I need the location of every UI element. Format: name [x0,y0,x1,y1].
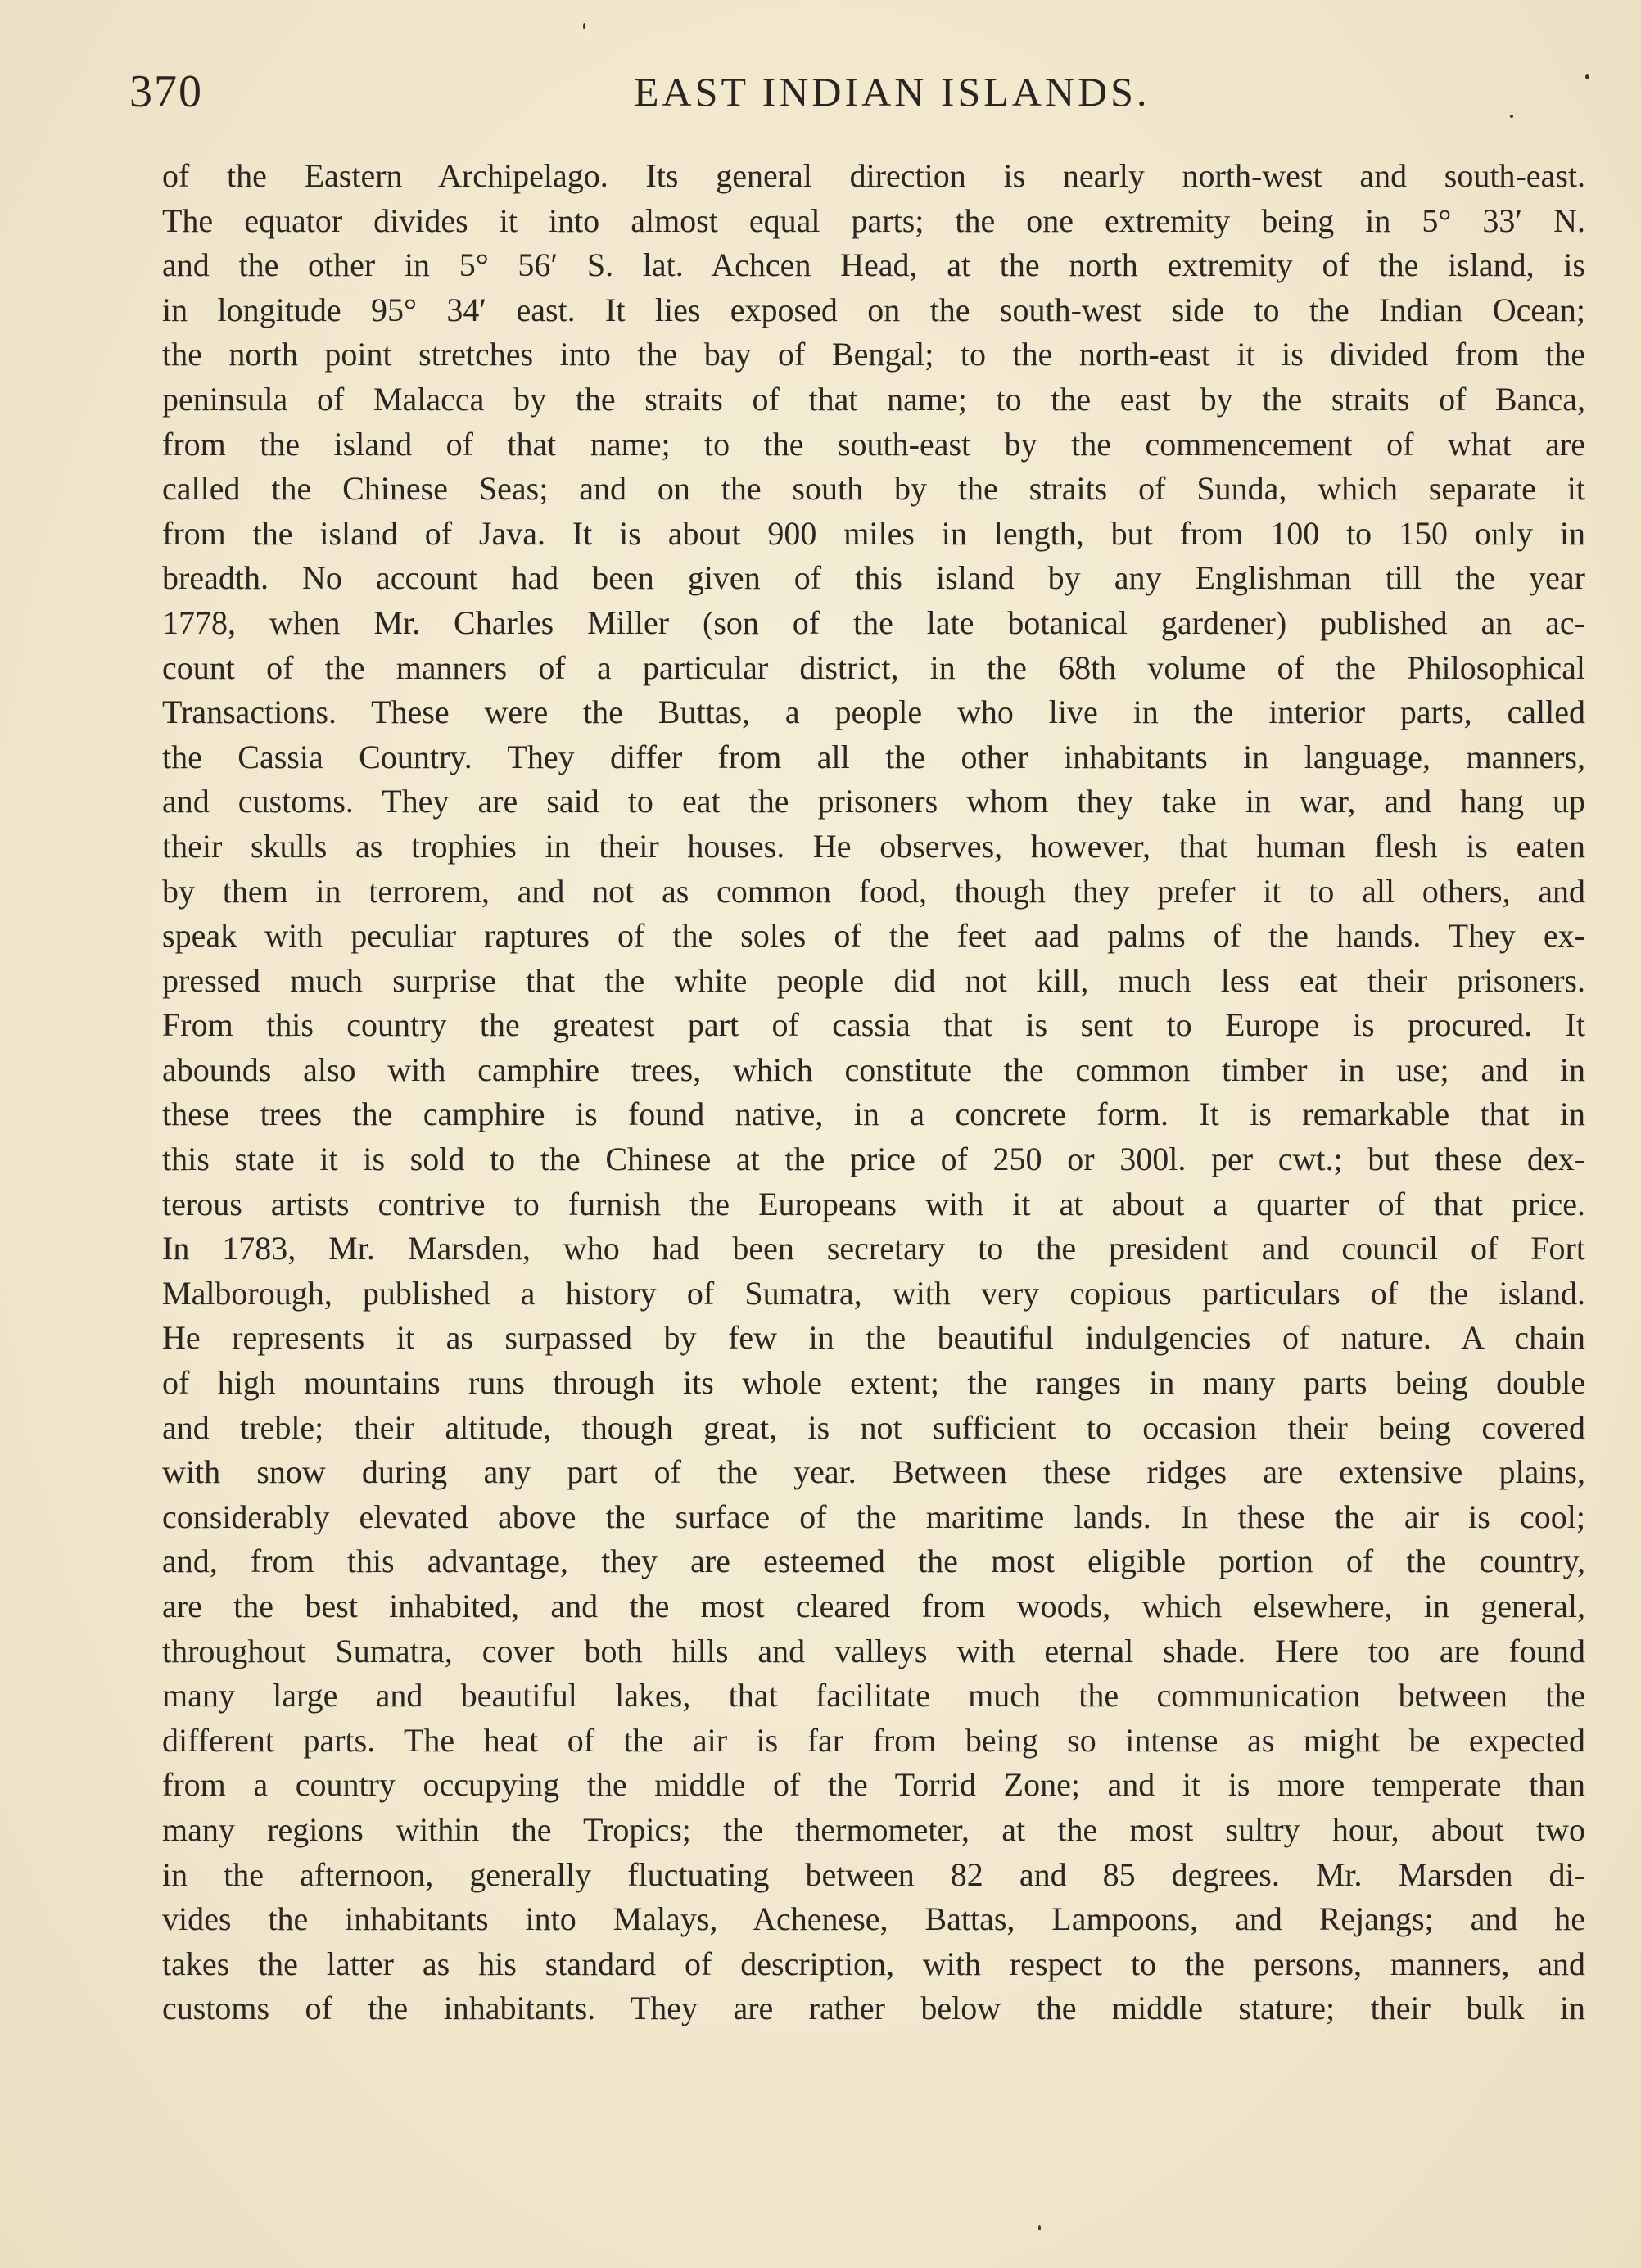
page-number: 370 [129,66,203,117]
running-title: EAST INDIAN ISLANDS. [634,69,1151,115]
paper-speck [1585,74,1589,79]
text-line: many regions within the Tropics; the thermometer, at the most sultry hour, about two [162,1810,1585,1848]
text-line: 1778, when Mr. Charles Miller (son of the late botanical gardener) published an ac- [162,603,1585,641]
text-line: and treble; their altitude, though great, is not sufficient to occasion their being covered [162,1408,1585,1446]
text-line: throughout Sumatra, cover both hills and valleys with eternal shade. Here too are found [162,1632,1585,1669]
text-line: vides the inhabitants into Malays, Achenese, Battas, Lampoons, and Rejangs; and he [162,1900,1585,1938]
text-line: In 1783, Mr. Marsden, who had been secretary to the president and council of Fort [162,1230,1585,1267]
text-line: He represents it as surpassed by few in the beautiful indulgencies of nature. A chain [162,1319,1585,1357]
text-line: considerably elevated above the surface of the maritime lands. In these the air is cool; [162,1498,1585,1535]
text-line: this state it is sold to the Chinese at the price of 250 or 300l. per cwt.; but these dex- [162,1141,1585,1178]
text-line: The equator divides it into almost equal parts; the one extremity being in 5° 33′ N. [162,201,1585,239]
text-line: terous artists contrive to furnish the Europeans with it at about a quarter of that price. [162,1185,1585,1222]
text-line: by them in terrorem, and not as common food, though they prefer it to all others, and [162,872,1585,910]
text-line: in longitude 95° 34′ east. It lies exposed on the south-west side to the Indian Ocean; [162,291,1585,328]
text-line: from the island of that name; to the south-east by the commencement of what are [162,425,1585,463]
text-line: and, from this advantage, they are esteemed the most eligible portion of the country, [162,1543,1585,1580]
text-line: and customs. They are said to eat the prisoners whom they take in war, and hang up [162,783,1585,820]
text-line: speak with peculiar raptures of the soles of the feet aad palms of the hands. They ex- [162,917,1585,955]
text-line: many large and beautiful lakes, that facilitate much the communication between the [162,1677,1585,1715]
text-line: the north point stretches into the bay of Bengal; to the north-east it is divided from the [162,336,1585,373]
text-line: the Cassia Country. They differ from all the other inhabitants in language, manners, [162,738,1585,775]
text-line: from a country occupying the middle of the Torrid Zone; and it is more temperate than [162,1766,1585,1804]
text-line: in the afternoon, generally fluctuating between 82 and 85 degrees. Mr. Marsden di- [162,1855,1585,1893]
text-line: breadth. No account had been given of this island by any Englishman till the year [162,559,1585,597]
text-line: from the island of Java. It is about 900 miles in length, but from 100 to 150 only in [162,514,1585,552]
paper-speck [1038,2225,1041,2230]
text-line: From this country the greatest part of cassia that is sent to Europe is procured. It [162,1006,1585,1044]
text-line: these trees the camphire is found native, in a concrete form. It is remarkable that in [162,1096,1585,1133]
text-line: with snow during any part of the year. Between these ridges are extensive plains, [162,1453,1585,1491]
text-line: abounds also with camphire trees, which constitute the common timber in use; and in [162,1050,1585,1088]
text-line: takes the latter as his standard of description, with respect to the persons, manners, and [162,1945,1585,1982]
text-line: different parts. The heat of the air is far from being so intense as might be expected [162,1721,1585,1759]
text-line: Malborough, published a history of Sumatra, with very copious particulars of the island. [162,1274,1585,1312]
text-line: their skulls as trophies in their houses. He observes, however, that human flesh is eaten [162,827,1585,865]
text-line: of the Eastern Archipelago. Its general direction is nearly north-west and south-east. [162,157,1585,194]
paper-speck [1510,115,1513,118]
text-line: are the best inhabited, and the most cleared from woods, which elsewhere, in general, [162,1588,1585,1624]
paper-speck [583,23,585,29]
body-text [162,154,1585,2031]
text-line: count of the manners of a particular district, in the 68th volume of the Philosophical [162,648,1585,686]
text-line: customs of the inhabitants. They are rather below the middle stature; their bulk in [162,1990,1585,2027]
text-line: of high mountains runs through its whole extent; the ranges in many parts being double [162,1364,1585,1402]
text-line: pressed much surprise that the white people did not kill, much less eat their prisoners. [162,961,1585,999]
text-line: Transactions. These were the Buttas, a people who live in the interior parts, called [162,694,1585,731]
text-line: called the Chinese Seas; and on the south by the straits of Sunda, which separate it [162,470,1585,508]
text-line: and the other in 5° 56′ S. lat. Achcen Head, at the north extremity of the island, is [162,246,1585,284]
text-line: peninsula of Malacca by the straits of that name; to the east by the straits of Banca, [162,380,1585,418]
